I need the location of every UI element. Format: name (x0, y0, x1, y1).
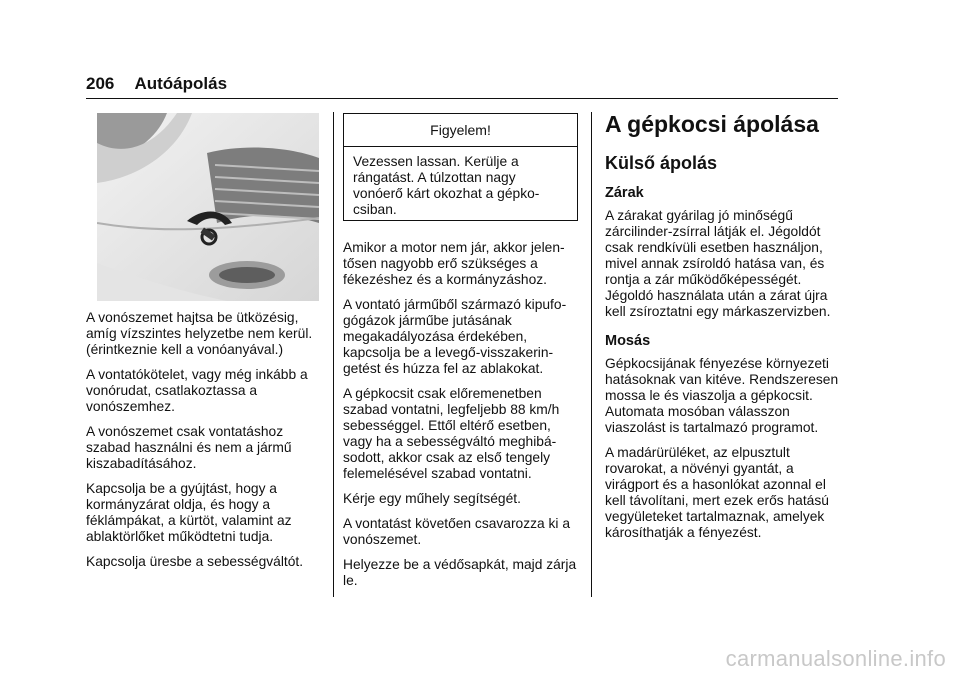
paragraph: A vontatást követően csavarozza ki a vonószemet. (343, 516, 571, 547)
paragraph: A gépkocsit csak előremenetben szabad vontatni, legfeljebb 88 km/h sebességgel. Ettől eltérő esetben, vagy ha a sebességváltó meghibásodott, akkor csak az első tengely felemelésével szabad vontatni. (343, 386, 560, 481)
section-title: Autóápolás (134, 74, 228, 93)
paragraph: A zárakat gyárilag jó minőségű zárcilinder-zsírral látják el. Jégoldót csak rendkívüli esetben használjon, mivel annak zsíroldó hatása van, és rontja a zár működőképességét. Jégoldó használata után a zárat újra kell zsíroztatni egy márkaszervizben. (605, 208, 831, 319)
right-column-text (605, 110, 845, 550)
paragraph: Kapcsolja üresbe a sebességváltót. (86, 554, 304, 569)
paragraph: A vontató járműből származó kipufogógázok járműbe jutásának megakadályozása érdekében, kapcsolja be a levegő-visszakeringetést és húzza fel az ablakokat. (343, 297, 567, 376)
paragraph: A vonószemet csak vontatáshoz szabad használni és nem a jármű kiszabadításához. (86, 424, 292, 471)
paragraph: Amikor a motor nem jár, akkor jelentősen nagyobb erő szükséges a fékezéshez és a kormányzáshoz. (343, 240, 565, 287)
warning-box (343, 113, 578, 221)
page-header (86, 74, 227, 94)
tow-eye-illustration (97, 113, 319, 301)
paragraph: Kapcsolja be a gyújtást, hogy a kormányzárat oldja, és hogy a féklámpákat, a kürtöt, valamint az ablaktörlőket működtetni tudja. (86, 481, 292, 544)
paragraph: Helyezze be a védősapkát, majd zárja le. (343, 557, 577, 588)
left-column-text (86, 310, 324, 579)
header-rule (86, 98, 838, 99)
subsection-heading-washing: Mosás (605, 333, 651, 349)
paragraph: A vontatókötelet, vagy még inkább a vonórudat, csatlakoztassa a vonószemhez. (86, 367, 308, 414)
paragraph: A madárürüléket, az elpusztult rovarokat, a növényi gyantát, a virágport és a hasonlókat azonnal el kell távolítani, mert ezek erős hatású vegyületeket tartalmaznak, amelyek károsíthatják a fényezést. (605, 445, 829, 540)
paragraph: Kérje egy műhely segítségét. (343, 491, 521, 506)
section-heading: Külső ápolás (605, 153, 718, 173)
paragraph: Gépkocsijának fényezése környezeti hatásoknak van kitéve. Rendszeresen mossa le és viaszolja a gépkocsit. Automata mosóban válasszon viaszolást is tartalmazó programot. (605, 356, 839, 435)
page-number: 206 (86, 74, 115, 93)
paragraph: A vonószemet hajtsa be ütközésig, amíg vízszintes helyzetbe nem kerül. (érintkeznie kell a vonóanyával.) (86, 310, 313, 357)
column-divider-left (333, 112, 334, 597)
warning-text: Vezessen lassan. Kerülje a rángatást. A túlzottan nagy vonóerő kárt okozhat a gépkocsiban. (353, 154, 540, 217)
middle-column-text (343, 240, 581, 598)
subsection-heading-locks: Zárak (605, 185, 644, 201)
chapter-heading: A gépkocsi ápolása (605, 111, 819, 137)
watermark: carmanualsonline.info (725, 646, 946, 671)
column-divider-right (591, 112, 592, 597)
warning-title: Figyelem! (344, 114, 577, 147)
